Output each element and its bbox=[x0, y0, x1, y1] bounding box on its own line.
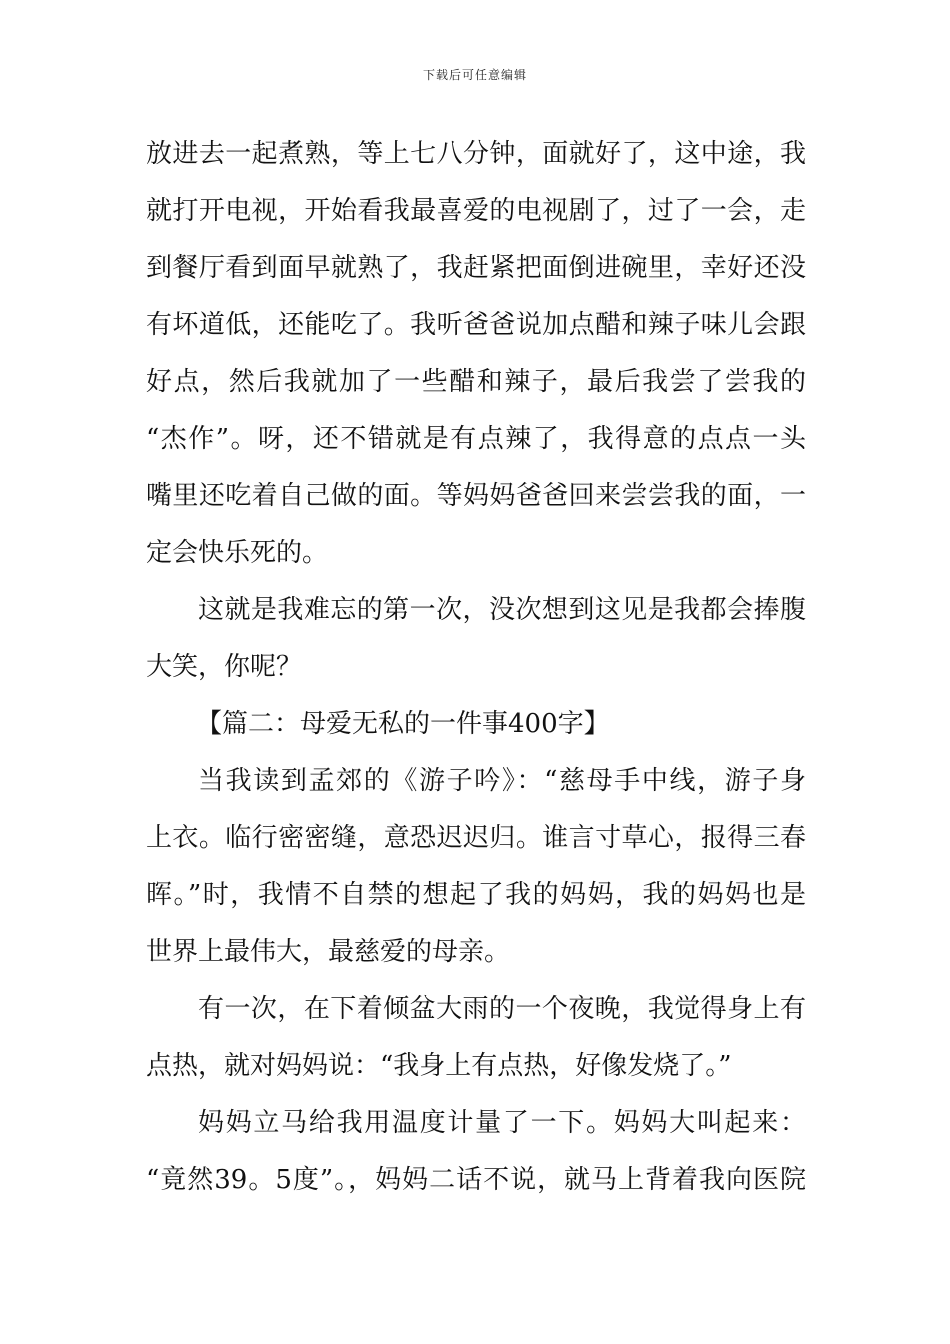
paragraph-unforgettable-first-time bbox=[146, 582, 806, 696]
text-line: 点热，就对妈妈说：“我身上有点热，好像发烧了。” bbox=[146, 1051, 732, 1081]
text-line: 好点，然后我就加了一些醋和辣子，最后我尝了尝我的 bbox=[146, 367, 806, 397]
text-line: 就打开电视，开始看我最喜爱的电视剧了，过了一会，走 bbox=[146, 196, 806, 226]
text-line: 晖。”时，我情不自禁的想起了我的妈妈，我的妈妈也是 bbox=[146, 880, 806, 910]
section-title: 【篇二：母爱无私的一件事400字】 bbox=[196, 709, 610, 739]
text-line: 有坏道低，还能吃了。我听爸爸说加点醋和辣子味儿会跟 bbox=[146, 310, 806, 340]
paragraph-youziyin bbox=[146, 753, 806, 981]
text-line: 有一次，在下着倾盆大雨的一个夜晚，我觉得身上有 bbox=[198, 994, 806, 1024]
text-line: 定会快乐死的。 bbox=[146, 538, 329, 568]
page-header: 下载后可任意编辑 bbox=[422, 68, 527, 82]
paragraph-fever bbox=[146, 1095, 806, 1209]
text-line: 妈妈立马给我用温度计量了一下。妈妈大叫起来： bbox=[198, 1108, 806, 1138]
text-line: 嘴里还吃着自己做的面。等妈妈爸爸回来尝尝我的面，一 bbox=[146, 481, 806, 511]
text-line: “竟然39。5度”。，妈妈二话不说，就马上背着我向医院 bbox=[146, 1165, 806, 1195]
text-line: 当我读到孟郊的《游子吟》：“慈母手中线，游子身 bbox=[198, 766, 806, 796]
document-body bbox=[146, 126, 806, 1209]
text-line: “杰作”。呀，还不错就是有点辣了，我得意的点点一头 bbox=[146, 424, 806, 454]
text-line: 世界上最伟大，最慈爱的母亲。 bbox=[146, 937, 511, 967]
paragraph-cooking-noodles bbox=[146, 126, 806, 582]
section-heading bbox=[146, 696, 806, 753]
text-line: 到餐厅看到面早就熟了，我赶紧把面倒进碗里，幸好还没 bbox=[146, 253, 806, 283]
text-line: 上衣。临行密密缝，意恐迟迟归。谁言寸草心，报得三春 bbox=[146, 823, 806, 853]
text-line: 大笑，你呢？ bbox=[146, 652, 303, 682]
text-line: 这就是我难忘的第一次，没次想到这见是我都会捧腹 bbox=[198, 595, 806, 625]
text-line: 放进去一起煮熟，等上七八分钟，面就好了，这中途，我 bbox=[146, 139, 806, 169]
paragraph-rainy-night bbox=[146, 981, 806, 1095]
